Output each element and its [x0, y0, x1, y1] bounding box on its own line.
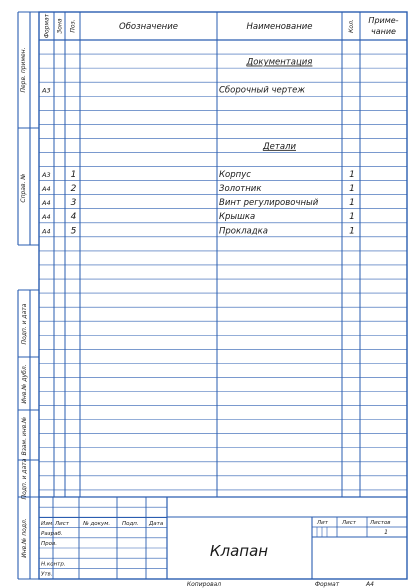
row-format: А3	[42, 86, 51, 95]
row-format: А4	[42, 213, 51, 222]
drawing-frame	[39, 12, 407, 579]
footer-format-label: Формат	[314, 581, 340, 588]
header-qty: Кол.	[348, 19, 355, 33]
tb-lit: Лит	[317, 520, 328, 526]
tb-col-data: Дата	[149, 520, 164, 527]
tb-product-name: Клапан	[209, 542, 269, 560]
row-qty: 1	[349, 170, 355, 181]
row-section-heading: Детали	[263, 141, 296, 152]
tb-nkontr: Н.контр.	[41, 561, 66, 568]
tb-prov: Пров.	[41, 541, 57, 548]
row-name: Крышка	[219, 212, 256, 223]
row-name: Прокладка	[219, 226, 268, 237]
header-designation: Обозначение	[119, 22, 178, 32]
header-name: Наименование	[246, 22, 313, 32]
tb-col-list: Лист	[55, 520, 69, 527]
row-name: Золотник	[219, 184, 262, 195]
tb-utv: Утв.	[41, 571, 53, 578]
row-format: А4	[42, 185, 51, 194]
tb-list-no: 1	[384, 529, 388, 536]
tb-razrab: Разраб.	[41, 530, 63, 537]
tb-listov: Листов	[370, 520, 391, 526]
row-name: Корпус	[219, 170, 251, 181]
side-podp-data-2: Подп. и дата	[21, 458, 28, 500]
side-perv-primen: Перв. примен.	[20, 47, 27, 93]
header-zone: Зона	[56, 18, 64, 34]
row-format: А4	[42, 227, 51, 236]
side-podp-data: Подп. и дата	[21, 303, 28, 345]
side-sprav-no: Справ. №	[20, 173, 27, 203]
row-qty: 1	[349, 198, 355, 209]
row-name: Винт регулировочный	[219, 198, 319, 209]
row-pos: 1	[70, 170, 77, 181]
row-pos: 3	[70, 198, 77, 209]
row-section-heading: Документация	[246, 57, 313, 68]
row-qty: 1	[349, 184, 355, 195]
row-name: Сборочный чертеж	[219, 85, 305, 96]
row-format: А3	[42, 171, 51, 180]
footer-copied: Копировал	[186, 581, 222, 588]
header-format: Формат	[43, 13, 51, 39]
header-pos: Поз.	[69, 19, 77, 33]
header-note: Приме-чание	[368, 16, 399, 36]
side-inv-dubl: Инв.№ дубл.	[21, 364, 28, 404]
tb-list: Лист	[342, 520, 356, 526]
side-inv-podl: Инв.№ подл.	[21, 518, 28, 558]
row-qty: 1	[349, 212, 355, 223]
tb-col-docno: № докум.	[83, 520, 111, 527]
row-format: А4	[42, 199, 51, 208]
row-qty: 1	[349, 226, 355, 237]
tb-col-podp: Подп.	[122, 520, 139, 527]
row-pos: 2	[70, 184, 77, 195]
side-vzam-inv: Взам. инв.№	[21, 416, 28, 456]
row-pos: 4	[70, 212, 77, 223]
footer-format-value: А4	[366, 581, 374, 588]
tb-col-izm: Изм.	[41, 520, 54, 527]
row-pos: 5	[70, 226, 77, 237]
